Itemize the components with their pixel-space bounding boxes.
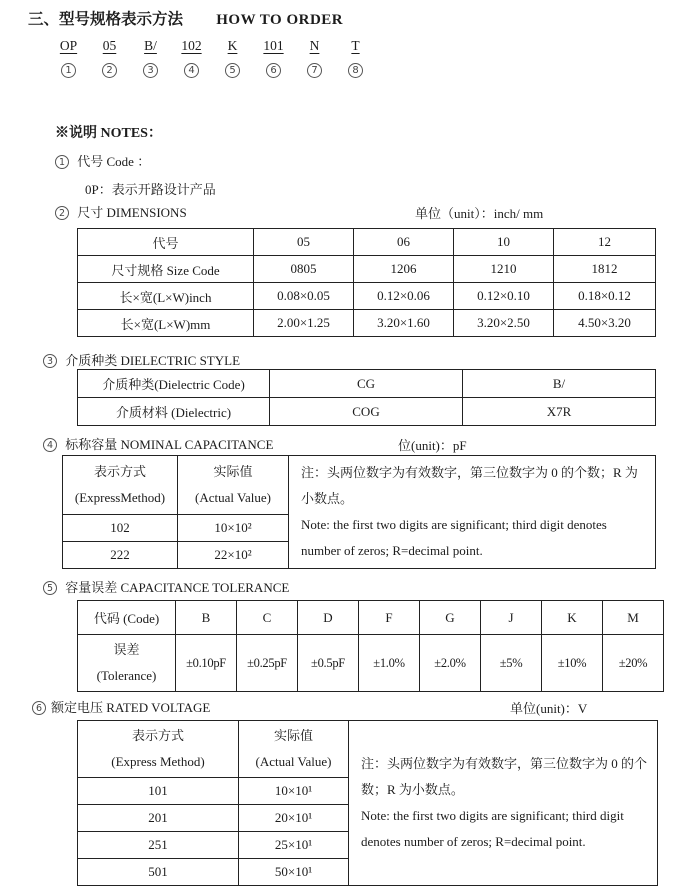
note-cell <box>289 456 656 569</box>
table-header-cell <box>78 721 239 778</box>
order-code-part <box>294 38 335 78</box>
nominal-capacitance-table <box>62 455 656 569</box>
header-line: (Express Method) <box>111 754 205 769</box>
dielectric-table <box>77 369 656 426</box>
table-row <box>78 229 656 256</box>
section-6-heading-text: 额定电压 RATED VOLTAGE <box>51 700 211 715</box>
table-cell: ±5% <box>481 635 542 692</box>
table-cell: 50×10¹ <box>239 859 349 886</box>
table-cell: ±20% <box>603 635 664 692</box>
section-2-heading-text: 尺寸 DIMENSIONS <box>77 205 187 220</box>
table-cell: J <box>481 601 542 635</box>
order-code-segment: OP <box>59 38 78 53</box>
order-code-segment: K <box>227 38 238 53</box>
table-row <box>78 398 656 426</box>
table-row <box>78 310 656 337</box>
note-en: Note: the first two digits are significant; third digit denotes number of zeros; R=decimal point. <box>301 517 607 558</box>
table-cell: 代号 <box>78 229 254 256</box>
table-cell: 1812 <box>554 256 656 283</box>
table-cell: ±0.25pF <box>237 635 298 692</box>
header-line: (ExpressMethod) <box>74 490 166 505</box>
note-zh: 注：头两位数字为有效数字，第三位数字为 0 的个数；R 为小数点。 <box>361 756 648 797</box>
table-cell: 3.20×2.50 <box>454 310 554 337</box>
capacitance-tolerance-table <box>77 600 664 692</box>
section-3-heading-text: 介质种类 DIELECTRIC STYLE <box>65 353 241 368</box>
table-cell: 25×10¹ <box>239 832 349 859</box>
table-row <box>78 635 664 692</box>
table-cell: 0.12×0.06 <box>354 283 454 310</box>
circled-number: 1 <box>61 63 76 78</box>
circled-number: 6 <box>266 63 281 78</box>
circled-number: 3 <box>143 63 158 78</box>
table-cell: 介质种类(Dielectric Code) <box>78 370 270 398</box>
order-code-part <box>212 38 253 78</box>
header-line: (Actual Value) <box>255 754 332 769</box>
table-cell: 05 <box>254 229 354 256</box>
header-line: (Actual Value) <box>195 490 271 505</box>
table-row <box>78 283 656 310</box>
table-cell: 12 <box>554 229 656 256</box>
table-cell: 222 <box>63 542 178 569</box>
table-cell: 1210 <box>454 256 554 283</box>
circled-number: 3 <box>43 354 57 368</box>
circled-number: 7 <box>307 63 322 78</box>
table-cell: 介质材料 (Dielectric) <box>78 398 270 426</box>
table-cell: 2.00×1.25 <box>254 310 354 337</box>
section-6-unit: 单位(unit)：V <box>510 701 588 716</box>
table-cell: 102 <box>63 515 178 542</box>
table-cell: M <box>603 601 664 635</box>
circled-number: 5 <box>43 581 57 595</box>
table-cell: K <box>542 601 603 635</box>
table-cell: 06 <box>354 229 454 256</box>
notes-heading: ※说明 NOTES： <box>55 126 162 141</box>
table-header-cell <box>78 635 176 692</box>
table-cell: CG <box>270 370 463 398</box>
page-title-zh: 三、型号规格表示方法 <box>28 11 184 28</box>
circled-number: 2 <box>102 63 117 78</box>
circled-number: 5 <box>225 63 240 78</box>
order-code-segment: 05 <box>102 38 117 53</box>
circled-number: 4 <box>43 438 57 452</box>
table-cell: 251 <box>78 832 239 859</box>
order-code-segment: N <box>309 38 320 53</box>
table-cell: 22×10² <box>178 542 289 569</box>
section-2-unit: 单位（unit）：inch/ mm <box>415 206 544 221</box>
section-3-heading <box>43 352 689 369</box>
table-cell: COG <box>270 398 463 426</box>
order-code-part <box>253 38 294 78</box>
header-line: (Tolerance) <box>96 668 157 683</box>
table-header-cell <box>239 721 349 778</box>
table-cell: X7R <box>463 398 656 426</box>
table-row <box>78 721 658 778</box>
order-code-segment: T <box>351 38 360 53</box>
table-cell: 长×宽(L×W)mm <box>78 310 254 337</box>
order-code-part <box>335 38 376 78</box>
header-line: 实际值 <box>213 464 253 479</box>
order-code-segment: 101 <box>263 38 284 53</box>
order-code-part <box>89 38 130 78</box>
rated-voltage-table <box>77 720 658 886</box>
header-line: 误差 <box>113 642 140 657</box>
note-zh: 注：头两位数字为有效数字，第三位数字为 0 的个数；R 为小数点。 <box>301 465 638 506</box>
order-code-example <box>48 38 689 78</box>
table-cell: ±2.0% <box>420 635 481 692</box>
table-cell: 20×10¹ <box>239 805 349 832</box>
circled-number: 6 <box>32 701 46 715</box>
section-4-unit: 位(unit)：pF <box>398 438 467 453</box>
section-1-body: 0P：表示开路设计产品 <box>85 182 216 197</box>
circled-number: 1 <box>55 155 69 169</box>
table-cell: 10×10² <box>178 515 289 542</box>
header-line: 表示方式 <box>93 464 146 479</box>
table-cell: B <box>176 601 237 635</box>
note-cell <box>349 721 658 886</box>
table-header-cell <box>63 456 178 515</box>
table-cell: 0.08×0.05 <box>254 283 354 310</box>
table-header-cell <box>178 456 289 515</box>
table-cell: C <box>237 601 298 635</box>
section-1-heading-text: 代号 Code ： <box>77 154 151 169</box>
header-line: 实际值 <box>273 728 313 743</box>
table-cell: 0.12×0.10 <box>454 283 554 310</box>
table-cell: ±10% <box>542 635 603 692</box>
table-cell: 10×10¹ <box>239 778 349 805</box>
section-5-heading-text: 容量误差 CAPACITANCE TOLERANCE <box>65 580 290 595</box>
table-row <box>78 601 664 635</box>
order-code-part <box>171 38 212 78</box>
order-code-part <box>130 38 171 78</box>
table-cell: F <box>359 601 420 635</box>
page-title-en: HOW TO ORDER <box>216 12 344 28</box>
table-cell: 10 <box>454 229 554 256</box>
table-cell: 0.18×0.12 <box>554 283 656 310</box>
table-cell: 201 <box>78 805 239 832</box>
order-code-segment: 102 <box>181 38 202 53</box>
table-cell: 长×宽(L×W)inch <box>78 283 254 310</box>
order-code-segment: B/ <box>144 38 157 53</box>
section-5-heading <box>43 579 689 596</box>
table-cell: 1206 <box>354 256 454 283</box>
section-4-heading <box>43 436 689 453</box>
section-2-heading <box>55 204 689 221</box>
note-en: Note: the first two digits are significant; third digit denotes number of zeros; R=decimal point. <box>361 808 624 849</box>
circled-number: 2 <box>55 206 69 220</box>
section-1-heading <box>55 153 689 170</box>
table-cell: 101 <box>78 778 239 805</box>
table-header-cell: 代码 (Code) <box>78 601 176 635</box>
table-cell: 4.50×3.20 <box>554 310 656 337</box>
table-row <box>78 256 656 283</box>
table-row <box>63 456 656 515</box>
table-cell: 501 <box>78 859 239 886</box>
table-cell: D <box>298 601 359 635</box>
table-cell: 尺寸规格 Size Code <box>78 256 254 283</box>
section-6-heading <box>32 699 689 716</box>
table-cell: ±0.10pF <box>176 635 237 692</box>
table-cell: ±1.0% <box>359 635 420 692</box>
table-cell: B/ <box>463 370 656 398</box>
dimensions-table <box>77 228 656 337</box>
circled-number: 4 <box>184 63 199 78</box>
table-cell: 0805 <box>254 256 354 283</box>
circled-number: 8 <box>348 63 363 78</box>
page-title <box>0 0 689 29</box>
section-4-heading-text: 标称容量 NOMINAL CAPACITANCE <box>65 437 274 452</box>
table-cell: ±0.5pF <box>298 635 359 692</box>
table-cell: G <box>420 601 481 635</box>
order-code-part <box>48 38 89 78</box>
table-row <box>78 370 656 398</box>
header-line: 表示方式 <box>131 728 184 743</box>
table-cell: 3.20×1.60 <box>354 310 454 337</box>
